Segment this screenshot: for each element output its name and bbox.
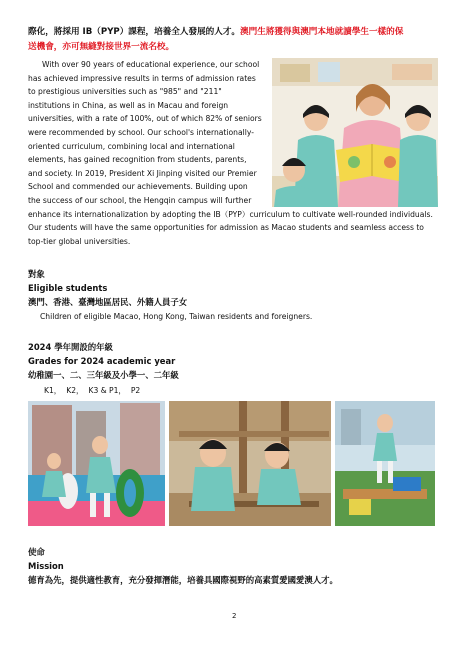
eligibility-heading-en: Eligible students	[28, 283, 108, 293]
balance-beam-photo	[335, 401, 435, 526]
mission-statement-zh: 德育為先，提供適性教育，充分發揮潛能，培養具國際視野的高素質愛國愛澳人才。	[28, 575, 338, 585]
paragraph-line: elements, has gained recognition from students, parents,	[28, 155, 247, 165]
paragraph-line: and society. In 2019, President Xi Jinping visited our Premier	[28, 168, 257, 178]
page-number: 2	[232, 612, 237, 620]
paragraph-line: were recommended by school. Our school's internationally-	[28, 127, 254, 137]
grades-list: K1， K2， K3 & P1， P2	[44, 386, 141, 395]
mission-heading-zh: 使命	[28, 547, 45, 557]
eligibility-subheading-zh: 澳門、香港、臺灣地區居民、外籍人員子女	[28, 297, 188, 307]
paragraph-line: Our students will have the same opportunities for admission as Macao students and seamless access to	[28, 223, 424, 233]
intro-line-1	[28, 26, 448, 39]
eligibility-heading-zh: 對象	[28, 269, 45, 279]
intro-black-text: 際化，將採用 IB（PYP）課程，培養全人發展的人才。	[28, 27, 241, 37]
mission-heading-en: Mission	[28, 561, 64, 571]
paragraph-line: the success of our school, the Hengqin campus will further	[28, 195, 252, 205]
paragraph-line: enhance its internationalization by adopting the IB（PYP）curriculum to cultivate well-rounded individuals.	[28, 209, 433, 219]
playground-tire-photo	[28, 401, 165, 526]
paragraph-line: top-tier global universities.	[28, 236, 131, 246]
wooden-playground-photo	[169, 401, 331, 526]
paragraph-line: institutions in China, as well as in Macau and foreign	[28, 100, 229, 110]
intro-red-text-1: 澳門生將獲得與澳門本地就讀學生一樣的保	[240, 27, 404, 37]
grades-subheading-zh: 幼稚園一、二、三年級及小學一、二年級	[28, 370, 179, 380]
teacher-reading-photo	[272, 58, 438, 207]
paragraph-line: has achieved impressive results in terms of admission rates	[28, 73, 256, 83]
paragraph-line: oriented curriculum, combining local and international	[28, 141, 235, 151]
grades-heading-zh: 2024 學年開設的年級	[28, 342, 113, 352]
intro-line-2: 送機會，亦可無縫對接世界一流名校。	[28, 42, 175, 52]
paragraph-line: to prestigious universities such as "985" and "211"	[28, 87, 222, 97]
paragraph-line: With over 90 years of educational experience, our school	[42, 60, 260, 69]
paragraph-line: universities, with a rate of 100%, out of which 82% of seniors	[28, 114, 262, 124]
paragraph-line: School and commended our achievements. Building upon	[28, 182, 248, 192]
grades-heading-en: Grades for 2024 academic year	[28, 356, 176, 366]
eligibility-description: Children of eligible Macao, Hong Kong, Taiwan residents and foreigners.	[40, 312, 313, 321]
